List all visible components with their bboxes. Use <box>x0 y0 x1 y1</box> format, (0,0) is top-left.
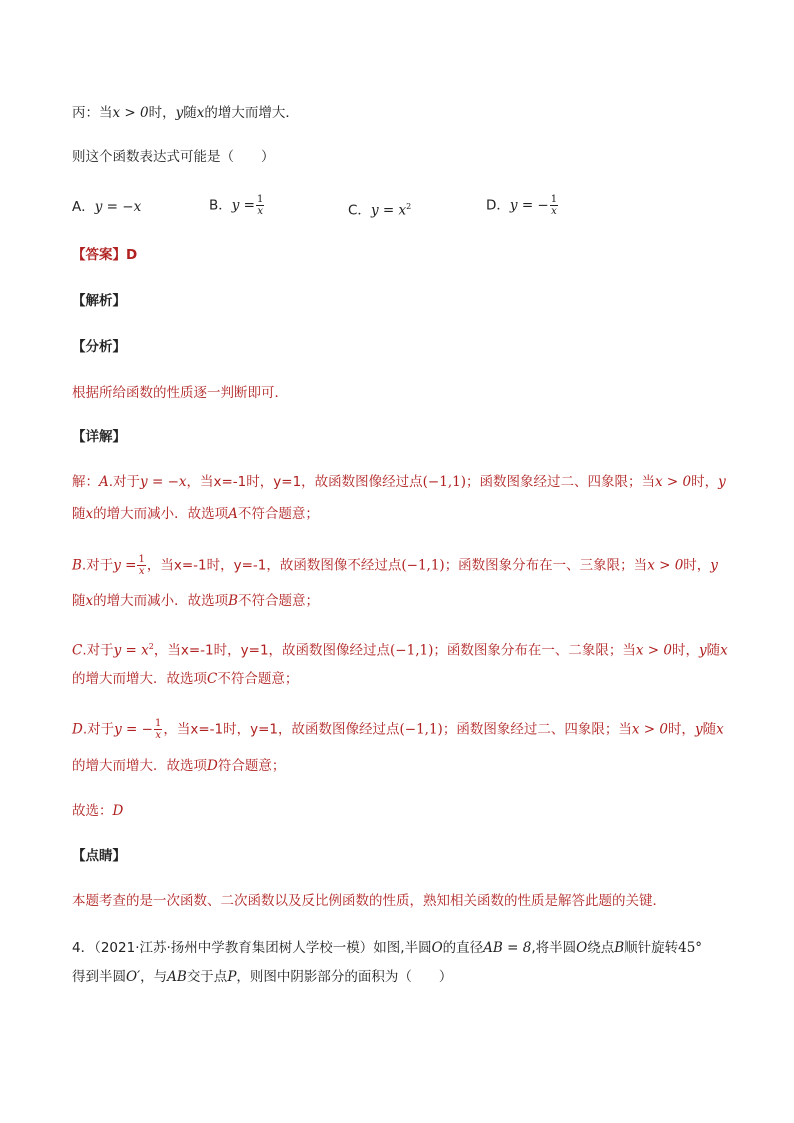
dianjing-text: 本题考查的是一次函数、二次函数以及反比例函数的性质，熟知相关函数的性质是解答此题的关键． <box>72 893 666 909</box>
fraction: $\frac{1}{x}$ <box>154 718 162 741</box>
option-b: B．y = $\frac{1}{x}$ <box>209 194 264 217</box>
option-c: C．$y = x^2$ <box>348 202 412 219</box>
detail-d-line1: D.对于y = − $\frac{1}{x}$ ，当x=-1时，y=1，故函数图像经过点(−1,1)；函数图象经过二、四象限；当x > 0时，y随x <box>72 718 724 741</box>
detail-b-line1: B.对于y = $\frac{1}{x}$ ，当x=-1时，y=-1，故函数图像不经过点(−1,1)；函数图象分布在一、三象限；当x > 0时，y <box>72 554 718 577</box>
fraction: $\frac{1}{x}$ <box>257 194 264 217</box>
analysis-heading: 【解析】 <box>72 293 126 309</box>
detail-heading: 【详解】 <box>72 429 126 445</box>
option-d: D．y = − $\frac{1}{x}$ <box>486 194 558 217</box>
question-text: 则这个函数表达式可能是（ ） <box>72 149 275 165</box>
detail-c-line2: 的增大而增大．故选项C不符合题意； <box>72 671 299 687</box>
answer-line: 【答案】D <box>72 247 138 263</box>
fraction: $\frac{1}{x}$ <box>138 554 145 577</box>
detail-a-line2: 随x的增大而减小．故选项A不符合题意； <box>72 506 319 522</box>
detail-c-line1: C.对于$y = x^2$，当x=-1时，y=1，故函数图像经过点(−1,1)；函数图象分布在一、二象限；当x > 0时，y随x <box>72 642 728 659</box>
detail-a-line1: 解：A.对于y = −x，当x=-1时，y=1，故函数图像经过点(−1,1)；函数图象经过二、四象限；当x > 0时，y <box>72 474 726 490</box>
question-4-line2: 得到半圆O′，与AB交于点P，则图中阴影部分的面积为（ ） <box>72 969 453 985</box>
dianjing-heading: 【点睛】 <box>72 848 126 864</box>
question-4-line1: 4．（2021·江苏·扬州中学教育集团树人学校一模）如图,半圆O的直径AB = 8,将半圆O绕点B顺针旋转45° <box>72 940 703 956</box>
fenxi-text: 根据所给函数的性质逐一判断即可． <box>72 385 288 401</box>
condition-line: 丙：当x > 0时，y随x的增大而增大． <box>72 105 299 121</box>
fraction: $\frac{1}{x}$ <box>550 194 558 217</box>
detail-d-line2: 的增大而增大．故选项D符合题意； <box>72 758 286 774</box>
choose-line: 故选：D <box>72 803 124 819</box>
option-a: A．y = −x <box>72 199 142 215</box>
detail-b-line2: 随x的增大而减小．故选项B不符合题意； <box>72 593 320 609</box>
options-row <box>72 194 722 228</box>
fenxi-heading: 【分析】 <box>72 339 126 355</box>
